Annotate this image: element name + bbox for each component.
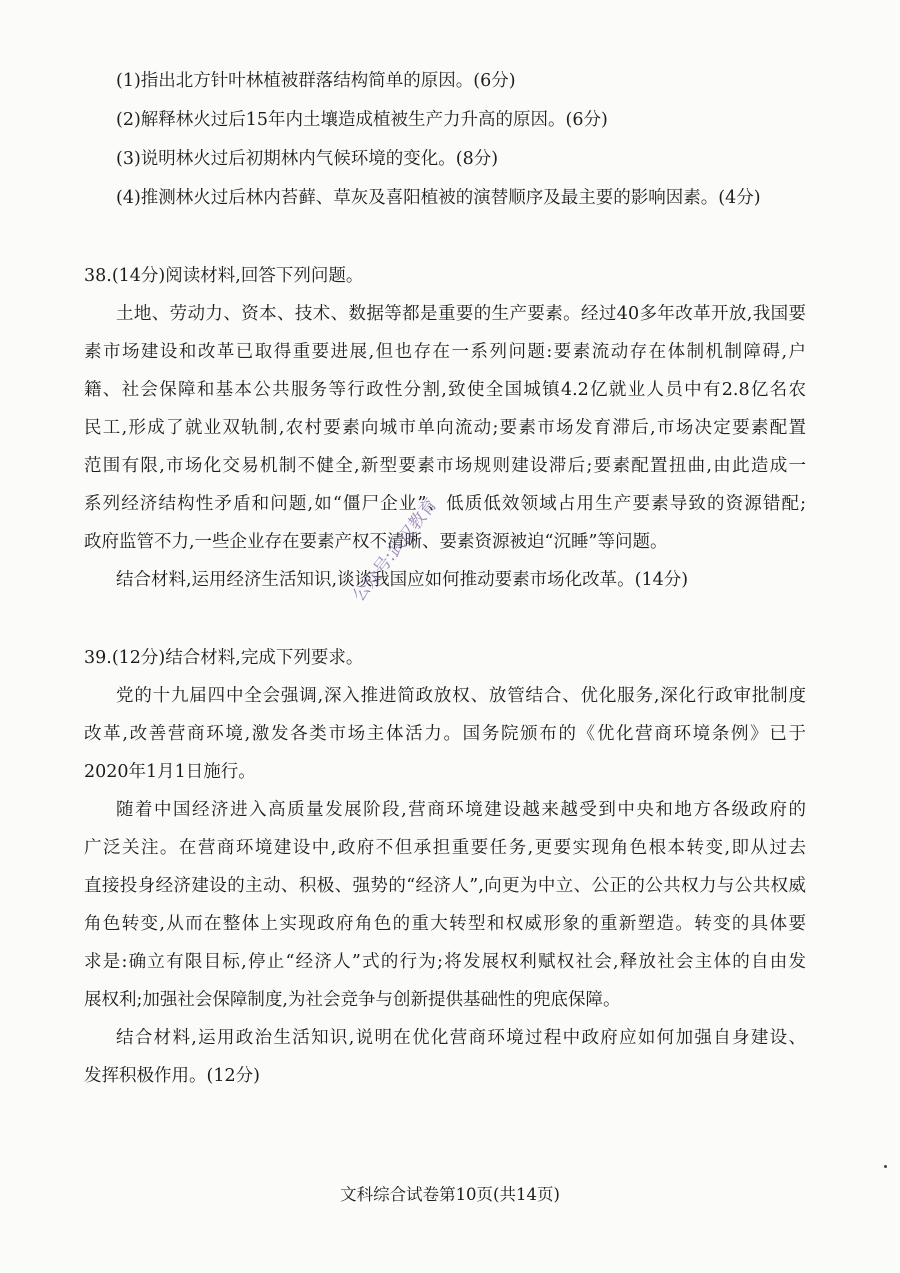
q37-part-4: (4)推测林火过后林内苔藓、草灰及喜阳植被的演替顺序及最主要的影响因素。(4分) xyxy=(116,188,761,208)
scan-speck xyxy=(884,1165,887,1168)
watermark-text: 公众号:武汉教育 xyxy=(348,494,442,606)
page-footer: 文科综合试卷第10页(共14页) xyxy=(340,1185,560,1204)
q38-material-line: 土地、劳动力、资本、技术、数据等都是重要的生产要素。经过40多年改革开放,我国要 xyxy=(116,304,806,324)
q38-material-line: 范围有限,市场化交易机制不健全,新型要素市场规则建设滞后;要素配置扭曲,由此造成一 xyxy=(84,456,806,476)
q39-para1-line: 2020年1月1日施行。 xyxy=(84,762,256,782)
q38-heading: 38.(14分)阅读材料,回答下列问题。 xyxy=(84,266,364,286)
q39-para2-line: 展权利;加强社会保障制度,为社会竞争与创新提供基础性的兜底保障。 xyxy=(84,990,621,1010)
q39-para2-line: 求是:确立有限目标,停止“经济人”式的行为;将发展权利赋权社会,释放社会主体的自由发 xyxy=(84,952,806,972)
q39-task-line: 结合材料,运用政治生活知识,说明在优化营商环境过程中政府应如何加强自身建设、 xyxy=(116,1028,806,1048)
q39-task-line: 发挥积极作用。(12分) xyxy=(84,1066,260,1086)
q38-material-line: 籍、社会保障和基本公共服务等行政性分割,致使全国城镇4.2亿就业人员中有2.8亿名农 xyxy=(84,380,806,400)
q37-part-3: (3)说明林火过后初期林内气候环境的变化。(8分) xyxy=(116,149,499,169)
q39-para2-line: 广泛关注。在营商环境建设中,政府不但承担重要任务,更要实现角色根本转变,即从过去 xyxy=(84,838,806,858)
q39-heading: 39.(12分)结合材料,完成下列要求。 xyxy=(84,648,364,668)
q39-para1-line: 改革,改善营商环境,激发各类市场主体活力。国务院颁布的《优化营商环境条例》已于 xyxy=(84,724,806,744)
q39-para1-line: 党的十九届四中全会强调,深入推进简政放权、放管结合、优化服务,深化行政审批制度 xyxy=(116,686,806,706)
q37-part-2: (2)解释林火过后15年内土壤造成植被生产力升高的原因。(6分) xyxy=(116,110,608,130)
q38-material-line: 系列经济结构性矛盾和问题,如“僵尸企业”、低质低效领域占用生产要素导致的资源错配; xyxy=(84,494,806,514)
q39-para2-line: 随着中国经济进入高质量发展阶段,营商环境建设越来越受到中央和地方各级政府的 xyxy=(116,800,806,820)
q39-para2-line: 角色转变,从而在整体上实现政府角色的重大转型和权威形象的重新塑造。转变的具体要 xyxy=(84,914,806,934)
q39-para2-line: 直接投身经济建设的主动、积极、强势的“经济人”,向更为中立、公正的公共权力与公共权威 xyxy=(84,876,806,896)
q37-part-1: (1)指出北方针叶林植被群落结构简单的原因。(6分) xyxy=(116,71,516,91)
q38-task: 结合材料,运用经济生活知识,谈谈我国应如何推动要素市场化改革。(14分) xyxy=(116,570,689,590)
q38-material-line: 素市场建设和改革已取得重要进展,但也存在一系列问题:要素流动存在体制机制障碍,户 xyxy=(84,342,806,362)
q38-material-line: 民工,形成了就业双轨制,农村要素向城市单向流动;要素市场发育滞后,市场决定要素配置 xyxy=(84,418,806,438)
q38-material-line: 政府监管不力,一些企业存在要素产权不清晰、要素资源被迫“沉睡”等问题。 xyxy=(84,532,668,552)
